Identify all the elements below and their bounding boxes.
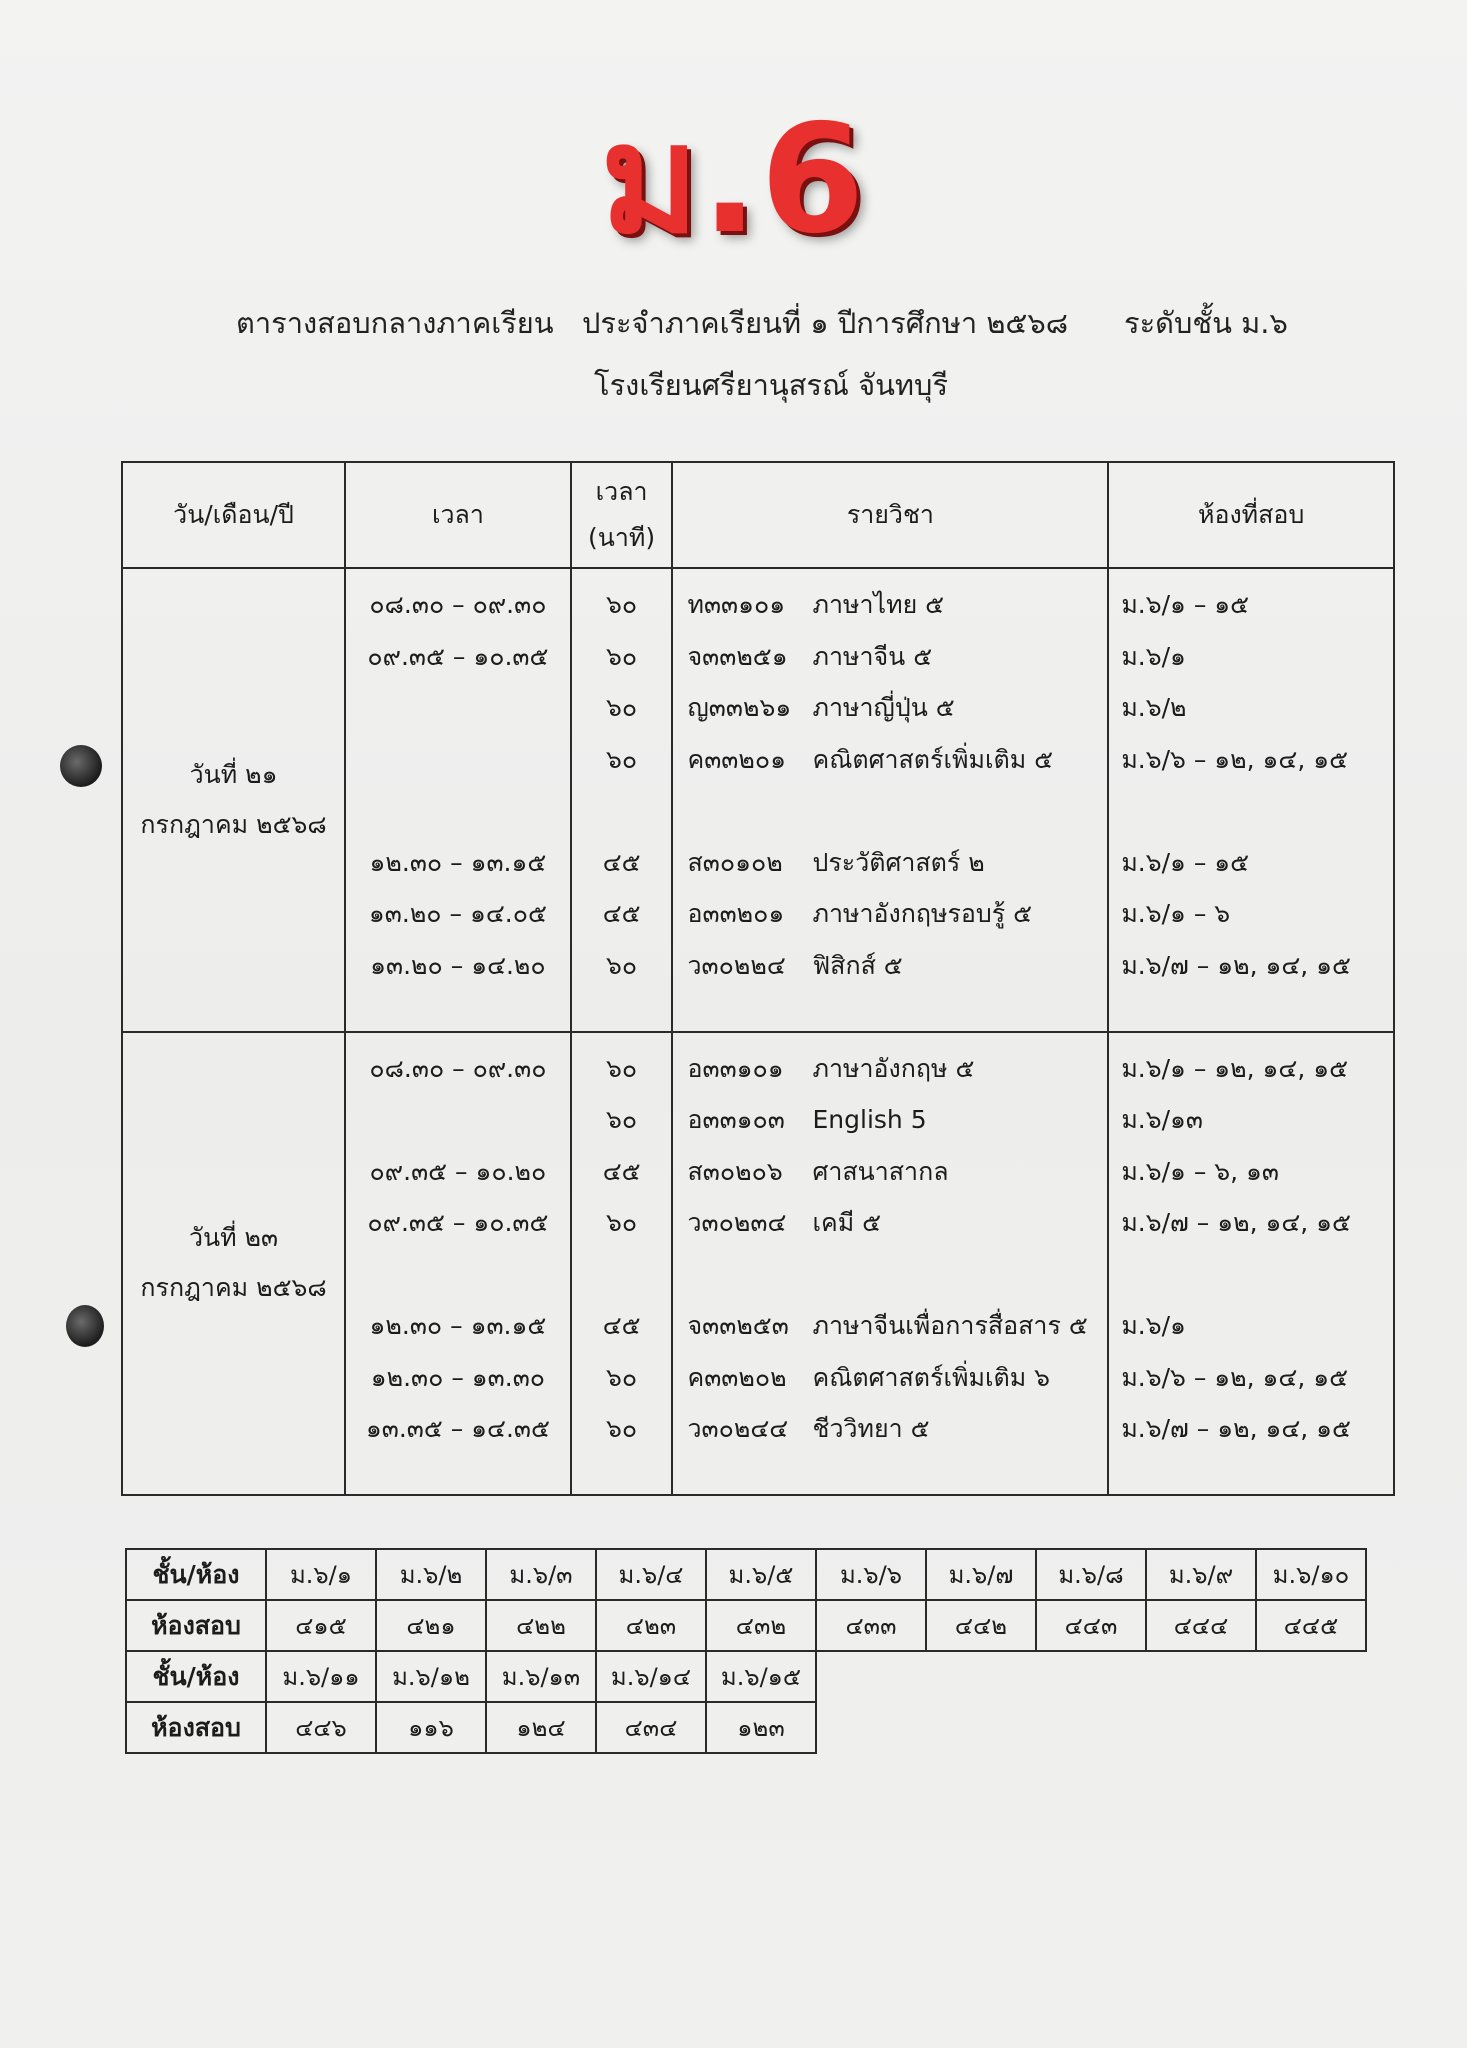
exam-subject	[673, 888, 1107, 940]
grade-title: ม.6	[600, 93, 867, 267]
schedule-header-row	[122, 462, 1394, 568]
exam-duration	[572, 785, 672, 837]
room-table-label-class: ชั้น/ห้อง	[126, 1651, 266, 1702]
class-cell: ม.๖/๑๒	[376, 1651, 486, 1702]
subject-column-cell	[672, 568, 1108, 1032]
subject-code: จ๓๓๒๕๑	[687, 641, 788, 671]
exam-time: ๑๓.๒๐ – ๑๔.๒๐	[370, 950, 546, 980]
col-header-minutes-line1: เวลา	[595, 477, 648, 506]
exam-subject	[673, 1197, 1107, 1249]
exam-time: ๐๙.๓๕ – ๑๐.๒๐	[369, 1156, 547, 1186]
empty-cell	[816, 1702, 1366, 1753]
subject-code: ว๓๐๒๓๔	[687, 1208, 787, 1237]
subject-name: ภาษาอังกฤษ ๕	[812, 1053, 975, 1083]
exam-time: ๑๒.๓๐ – ๑๓.๓๐	[370, 1362, 546, 1392]
exam-subject	[673, 1249, 1107, 1301]
subject-code: ว๓๐๒๒๔	[687, 950, 786, 980]
day-date-text: วันที่ ๒๑	[189, 759, 278, 789]
class-cell: ม.๖/๑๐	[1256, 1549, 1366, 1600]
subject-code: ท๓๓๑๐๑	[687, 590, 786, 619]
exam-time: ๐๙.๓๕ – ๑๐.๓๕	[367, 1208, 549, 1237]
exam-rooms: ม.๖/๑ – ๑๒, ๑๔, ๑๕	[1121, 1053, 1349, 1083]
exam-time: ๑๓.๒๐ – ๑๔.๐๕	[368, 899, 547, 928]
day-date-text: กรกฎาคม ๒๕๖๘	[140, 1273, 327, 1303]
exam-subject	[673, 1352, 1107, 1404]
subject-name: ประวัติศาสตร์ ๒	[812, 847, 985, 877]
room-table-row-classes-2	[126, 1651, 1366, 1702]
room-table-label-class: ชั้น/ห้อง	[126, 1549, 266, 1600]
col-header-minutes-line2: (นาที)	[588, 523, 656, 552]
exam-duration: ๖๐	[606, 1053, 638, 1083]
exam-subject	[673, 579, 1107, 631]
subject-name: ศาสนาสากล	[812, 1156, 949, 1186]
day-date-text: กรกฎาคม ๒๕๖๘	[140, 809, 327, 839]
exam-time: ๑๒.๓๐ – ๑๓.๑๕	[369, 847, 547, 877]
class-cell: ม.๖/๗	[926, 1549, 1036, 1600]
exam-duration: ๖๐	[606, 950, 638, 980]
schedule-day-row	[122, 1032, 1394, 1496]
exam-subject	[673, 940, 1107, 992]
exam-rooms: ม.๖/๖ – ๑๒, ๑๔, ๑๕	[1121, 744, 1349, 774]
exam-duration: ๖๐	[606, 641, 638, 671]
exam-rooms: ม.๖/๗ – ๑๒, ๑๔, ๑๕	[1121, 1414, 1351, 1443]
exam-time	[346, 682, 570, 734]
exam-rooms: ม.๖/๗ – ๑๒, ๑๔, ๑๕	[1121, 1208, 1351, 1237]
exam-duration: ๖๐	[606, 590, 638, 619]
minutes-column-cell	[571, 1032, 673, 1496]
day-date-cell	[122, 568, 345, 1032]
subject-name: ภาษาจีน ๕	[812, 641, 933, 671]
class-cell: ม.๖/๓	[486, 1549, 596, 1600]
exam-subject	[673, 734, 1107, 786]
subject-name: ภาษาไทย ๕	[812, 590, 945, 619]
room-column-cell	[1108, 1032, 1394, 1496]
room-cell: ๑๒๔	[486, 1702, 596, 1753]
col-header-date: วัน/เดือน/ปี	[122, 462, 345, 568]
room-assignment-table	[125, 1548, 1367, 1754]
exam-time	[346, 1094, 570, 1146]
exam-subject	[673, 785, 1107, 837]
header-level: ระดับชั้น ม.๖	[1124, 306, 1288, 340]
exam-time: ๑๓.๓๕ – ๑๔.๓๕	[365, 1414, 550, 1443]
subject-name: ฟิสิกส์ ๕	[812, 950, 903, 980]
exam-rooms: ม.๖/๑ – ๑๕	[1121, 590, 1250, 619]
subject-code: อ๓๓๑๐๑	[687, 1053, 784, 1083]
room-cell: ๔๑๕	[266, 1600, 376, 1651]
room-table-row-rooms-1	[126, 1600, 1366, 1651]
room-table-row-classes-1	[126, 1549, 1366, 1600]
header-semester: ประจำภาคเรียนที่ ๑ ปีการศึกษา ๒๕๖๘	[582, 306, 1069, 340]
empty-cell	[816, 1651, 1366, 1702]
col-header-room: ห้องที่สอบ	[1108, 462, 1394, 568]
exam-duration: ๔๕	[602, 1156, 641, 1186]
exam-duration: ๖๐	[606, 1362, 638, 1392]
class-cell: ม.๖/๔	[596, 1549, 706, 1600]
room-cell: ๑๑๖	[376, 1702, 486, 1753]
exam-rooms: ม.๖/๑	[1121, 641, 1186, 671]
subject-code: อ๓๓๒๐๑	[687, 899, 785, 928]
col-header-minutes	[571, 462, 673, 568]
subject-code: จ๓๓๒๕๓	[687, 1311, 789, 1340]
room-cell: ๔๔๔	[1146, 1600, 1256, 1651]
day-date-text: วันที่ ๒๓	[188, 1223, 279, 1253]
col-header-time: เวลา	[345, 462, 571, 568]
exam-subject	[673, 1403, 1107, 1455]
exam-duration: ๖๐	[606, 744, 638, 774]
class-cell: ม.๖/๙	[1146, 1549, 1256, 1600]
exam-duration	[572, 1249, 672, 1301]
exam-rooms: ม.๖/๑๓	[1121, 1105, 1203, 1134]
subject-name: เคมี ๕	[812, 1208, 882, 1237]
header-exam-name: ตารางสอบกลางภาคเรียน	[236, 306, 554, 340]
room-cell: ๔๒๒	[486, 1600, 596, 1651]
subject-code: ว๓๐๒๔๔	[687, 1414, 789, 1443]
class-cell: ม.๖/๖	[816, 1549, 926, 1600]
exam-duration: ๖๐	[606, 1105, 638, 1134]
room-cell: ๔๒๓	[596, 1600, 706, 1651]
exam-rooms: ม.๖/๑	[1121, 1311, 1186, 1340]
exam-duration: ๔๕	[602, 899, 641, 928]
class-cell: ม.๖/๕	[706, 1549, 816, 1600]
exam-rooms: ม.๖/๗ – ๑๒, ๑๔, ๑๕	[1121, 950, 1351, 980]
exam-duration: ๖๐	[606, 1208, 638, 1237]
subject-code: ค๓๓๒๐๑	[687, 744, 786, 774]
exam-subject	[673, 682, 1107, 734]
subject-code: ค๓๓๒๐๒	[687, 1362, 787, 1392]
exam-duration: ๖๐	[606, 1414, 638, 1443]
subject-name: ภาษาอังกฤษรอบรู้ ๕	[812, 899, 1033, 928]
exam-subject	[673, 631, 1107, 683]
room-cell: ๔๔๕	[1256, 1600, 1366, 1651]
exam-rooms: ม.๖/๑ – ๑๕	[1121, 847, 1250, 877]
time-column-cell	[345, 1032, 571, 1496]
exam-duration: ๔๕	[602, 847, 641, 877]
exam-rooms: ม.๖/๒	[1121, 693, 1187, 722]
room-table-row-rooms-2	[126, 1702, 1366, 1753]
exam-schedule-table	[121, 461, 1395, 1496]
exam-time	[346, 1249, 570, 1301]
exam-time: ๐๙.๓๕ – ๑๐.๓๕	[367, 641, 549, 671]
subject-code: อ๓๓๑๐๓	[687, 1105, 785, 1134]
class-cell: ม.๖/๑๕	[706, 1651, 816, 1702]
subject-name: คณิตศาสตร์เพิ่มเติม ๕	[812, 744, 1054, 774]
room-cell: ๔๔๒	[926, 1600, 1036, 1651]
exam-subject	[673, 1043, 1107, 1095]
minutes-column-cell	[571, 568, 673, 1032]
time-column-cell	[345, 568, 571, 1032]
exam-rooms: ม.๖/๑ – ๖, ๑๓	[1121, 1156, 1280, 1186]
room-cell: ๔๓๒	[706, 1600, 816, 1651]
room-cell: ๔๔๓	[1036, 1600, 1146, 1651]
exam-time: ๑๒.๓๐ – ๑๓.๑๕	[369, 1311, 547, 1340]
subject-name: ภาษาจีนเพื่อการสื่อสาร ๕	[812, 1311, 1088, 1340]
subject-code: ส๓๐๑๐๒	[687, 847, 783, 877]
subject-name: ภาษาญี่ปุ่น ๕	[812, 693, 955, 722]
exam-time: ๐๘.๓๐ – ๐๙.๓๐	[369, 590, 547, 619]
class-cell: ม.๖/๘	[1036, 1549, 1146, 1600]
day-date-cell	[122, 1032, 345, 1496]
schedule-day-row	[122, 568, 1394, 1032]
room-column-cell	[1108, 568, 1394, 1032]
exam-rooms: ม.๖/๑ – ๖	[1121, 899, 1231, 928]
header-school: โรงเรียนศรียานุสรณ์ จันทบุรี	[594, 368, 949, 402]
room-table-label-room: ห้องสอบ	[126, 1600, 266, 1651]
class-cell: ม.๖/๑๓	[486, 1651, 596, 1702]
punch-hole-bottom	[66, 1305, 104, 1347]
punch-hole-top	[60, 745, 102, 787]
exam-subject	[673, 1300, 1107, 1352]
exam-subject	[673, 837, 1107, 889]
subject-code: ญ๓๓๒๖๑	[687, 693, 792, 722]
exam-duration: ๖๐	[606, 693, 638, 722]
room-cell: ๔๒๑	[376, 1600, 486, 1651]
room-cell: ๔๓๓	[816, 1600, 926, 1651]
class-cell: ม.๖/๒	[376, 1549, 486, 1600]
class-cell: ม.๖/๑๑	[266, 1651, 376, 1702]
subject-name: English 5	[812, 1105, 927, 1134]
exam-duration: ๔๕	[602, 1311, 641, 1340]
room-cell: ๑๒๓	[706, 1702, 816, 1753]
subject-column-cell	[672, 1032, 1108, 1496]
exam-subject	[673, 1094, 1107, 1146]
exam-rooms: ม.๖/๖ – ๑๒, ๑๔, ๑๕	[1121, 1362, 1349, 1392]
col-header-subject: รายวิชา	[672, 462, 1108, 568]
exam-rooms	[1109, 1249, 1393, 1301]
exam-time	[346, 785, 570, 837]
exam-time: ๐๘.๓๐ – ๐๙.๓๐	[369, 1053, 547, 1083]
room-table-label-room: ห้องสอบ	[126, 1702, 266, 1753]
subject-code: ส๓๐๒๐๖	[687, 1156, 783, 1186]
room-cell: ๔๓๔	[596, 1702, 706, 1753]
exam-time	[346, 734, 570, 786]
exam-rooms	[1109, 785, 1393, 837]
class-cell: ม.๖/๑๔	[596, 1651, 706, 1702]
subject-name: ชีววิทยา ๕	[812, 1414, 930, 1443]
room-cell: ๔๔๖	[266, 1702, 376, 1753]
exam-subject	[673, 1146, 1107, 1198]
subject-name: คณิตศาสตร์เพิ่มเติม ๖	[812, 1362, 1051, 1392]
class-cell: ม.๖/๑	[266, 1549, 376, 1600]
